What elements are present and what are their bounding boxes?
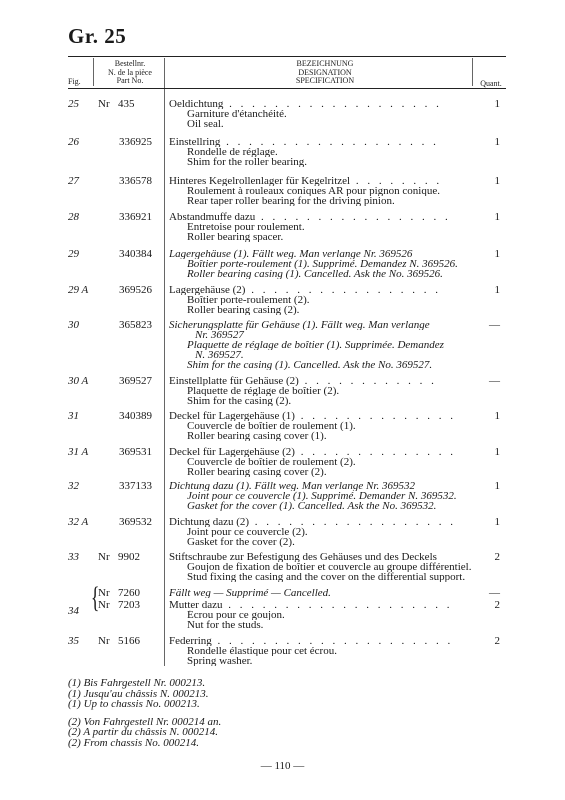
header-divider-2 (164, 58, 165, 666)
qty-cell: 1 (494, 516, 500, 528)
designation-cell: Oeldichtung . . . . . . . . . . . . . . . . . . . Garniture d'étanchéité. Oil seal. (169, 99, 489, 129)
fig-cell: 30 (68, 319, 79, 331)
desc-en: Gasket for the cover (1). Cancelled. Ask the No. 369532. (187, 501, 437, 511)
footnotes (68, 678, 221, 748)
desc-en: Roller bearing casing (1). Cancelled. Ask the No. 369526. (187, 269, 443, 279)
part-cell: 340384 (119, 248, 152, 260)
desc-en: Gasket for the cover (2). (187, 537, 295, 547)
desc-fr-cont: N. 369527. (195, 350, 244, 360)
fig-cell: 26 (68, 136, 79, 148)
desc-en: Nut for the studs. (187, 620, 264, 630)
qty-cell: — (489, 375, 500, 387)
qty-cell: — (489, 587, 500, 599)
desc-fr: Entretoise pour roulement. (187, 222, 305, 232)
fig-cell: 25 (68, 98, 79, 110)
designation-cell (169, 249, 489, 279)
nr-cell: Nr (98, 635, 110, 647)
brace-34: { (90, 581, 100, 614)
designation-cell: Deckel für Lagergehäuse (2) . . . . . . . . . . . . . . Couvercle de boîtier de roulement (2). Roller bearing casing cover (2). (169, 447, 489, 477)
nr-cell: Nr (98, 587, 110, 599)
desc-de: Lagergehäuse (2) (169, 285, 246, 295)
designation-cell: Einstellplatte für Gehäuse (2) . . . . . . . . . . . . Plaquette de réglage de boîtier (2). Shim for the casing (2). (169, 376, 489, 406)
desc-de: Stiftschraube zur Befestigung des Gehäuses und des Deckels (169, 552, 437, 562)
qty-cell: 1 (494, 410, 500, 422)
part-cell: 369526 (119, 284, 152, 296)
designation-header (250, 60, 400, 86)
desc-fr: Écrou pour ce goujon. (187, 610, 285, 620)
desc-fr: Joint pour ce couvercle (2). (187, 527, 308, 537)
page-number: — 110 — (260, 760, 305, 772)
desc-de: Einstellring (169, 137, 221, 147)
nr-cell: Nr (98, 98, 110, 110)
quant-header: Quant. (480, 79, 502, 88)
desc-en: Spring washer. (187, 656, 253, 666)
fig-cell: 32 (68, 480, 79, 492)
nr-cell: Nr (98, 599, 110, 611)
designation-header-de: BEZEICHNUNG (296, 59, 354, 68)
part-cell: 369527 (119, 375, 152, 387)
fig-cell: 27 (68, 175, 79, 187)
desc-fr: Couvercle de boîtier de roulement (1). (187, 421, 356, 431)
footnote: (2) From chassis No. 000214. (68, 736, 199, 749)
footnote: (2) Von Fahrgestell Nr. 000214 an. (68, 715, 222, 728)
part-no-header-fr: N. de la pièce (108, 67, 152, 77)
desc-en: Roller bearing casing (2). (187, 305, 300, 315)
footnote: (1) Jusqu'au châssis N. 000213. (68, 687, 209, 700)
header-bottom-rule (68, 88, 506, 89)
part-cell: 365823 (119, 319, 152, 331)
designation-header-fr: DESIGNATION (298, 67, 352, 77)
desc-de: Einstellplatte für Gehäuse (2) (169, 376, 299, 386)
fig-header: Fig. (68, 77, 81, 86)
desc-de: Oeldichtung (169, 99, 224, 109)
footnote: (2) A partir du châssis N. 000214. (68, 726, 218, 738)
designation-header-en: SPECIFICATION (295, 76, 355, 85)
fig-cell: 31 (68, 410, 79, 422)
desc-fr: Boîtier porte-roulement (1). Supprimé. Demandez N. 369526. (187, 259, 458, 269)
desc-de: Federring (169, 636, 212, 646)
fig-cell: 31 A (68, 446, 89, 458)
qty-cell: 1 (494, 98, 500, 110)
desc-de: Hinteres Kegelrollenlager für Kegelritzel (169, 176, 351, 186)
designation-cell (169, 481, 489, 511)
fig-cell: 35 (68, 635, 79, 647)
designation-cell: Mutter dazu . . . . . . . . . . . . . . . . . . . . Écrou pour ce goujon. Nut for the studs. (169, 600, 489, 630)
desc-de: Deckel für Lagergehäuse (1) (169, 411, 295, 421)
desc-fr: Plaquette de réglage de boîtier (1). Supprimée. Demandez (187, 340, 444, 350)
part-cell: 340389 (119, 410, 152, 422)
desc-de-cont: Nr. 369527 (195, 330, 244, 340)
fig-cell: 30 A (68, 375, 89, 387)
header-top-rule (68, 56, 506, 57)
qty-cell: 1 (494, 175, 500, 187)
part-cell: 336578 (119, 175, 152, 187)
part-cell: 369532 (119, 516, 152, 528)
desc-de: Deckel für Lagergehäuse (2) (169, 447, 295, 457)
header-divider-1 (93, 58, 94, 86)
part-cell: 7203 (118, 599, 140, 611)
part-no-header (98, 60, 162, 86)
fig-cell: 29 (68, 248, 79, 260)
nr-cell: Nr (98, 551, 110, 563)
qty-cell: 1 (494, 446, 500, 458)
desc-en: Stud fixing the casing and the cover on the differential support. (187, 572, 466, 582)
qty-cell: 1 (494, 211, 500, 223)
fig-cell: 29 A (68, 284, 89, 296)
fig-cell: 32 A (68, 516, 89, 528)
designation-cell: Dichtung dazu (2) . . . . . . . . . . . . . . . . . . Joint pour ce couvercle (2). Gasket for the cover (2). (169, 517, 489, 547)
desc-fr: Plaquette de réglage de boîtier (2). (187, 386, 340, 396)
designation-cell (169, 588, 489, 598)
part-cell: 337133 (119, 480, 152, 492)
desc-de: Dichtung dazu (1). Fällt weg. Man verlange Nr. 369532 (169, 481, 415, 491)
desc-en: Rear taper roller bearing for the driving pinion. (187, 196, 395, 206)
desc-en: Shim for the roller bearing. (187, 157, 308, 167)
desc-fr: Roulement à rouleaux coniques AR pour pignon conique. (187, 186, 440, 196)
desc-de: Mutter dazu (169, 600, 223, 610)
part-cell: 435 (118, 98, 135, 110)
designation-cell (169, 552, 489, 582)
desc-de: Abstandmuffe dazu (169, 212, 256, 222)
part-cell: 7260 (118, 587, 140, 599)
desc-de: Lagergehäuse (1). Fällt weg. Man verlange Nr. 369526 (169, 249, 413, 259)
designation-cell: Deckel für Lagergehäuse (1) . . . . . . . . . . . . . . Couvercle de boîtier de roulement (1). Roller bearing casing cover (1). (169, 411, 489, 441)
desc-fr: Boîtier porte-roulement (2). (187, 295, 310, 305)
header-divider-3 (472, 58, 473, 86)
desc-fr: Garniture d'étanchéité. (187, 109, 287, 119)
qty-cell: 1 (494, 284, 500, 296)
footnote: (1) Bis Fahrgestell Nr. 000213. (68, 677, 206, 689)
qty-cell: 2 (494, 635, 500, 647)
part-cell: 336925 (119, 136, 152, 148)
qty-cell: 1 (494, 248, 500, 260)
qty-cell: 1 (494, 136, 500, 148)
desc-fr: Rondelle élastique pour cet écrou. (187, 646, 337, 656)
qty-cell: — (489, 319, 500, 331)
desc-fr: Couvercle de boîtier de roulement (2). (187, 457, 356, 467)
desc-en: Oil seal. (187, 119, 224, 129)
designation-cell: Einstellring . . . . . . . . . . . . . . . . . . . Rondelle de réglage. Shim for the roller bearing. (169, 137, 489, 167)
desc-de: Dichtung dazu (2) (169, 517, 250, 527)
part-no-header-de: Bestellnr. (114, 59, 146, 68)
designation-cell: Federring . . . . . . . . . . . . . . . . . . . . . Rondelle élastique pour cet écrou. Spring washer. (169, 636, 489, 666)
desc-fr: Joint pour ce couvercle (1). Supprimé. Demander N. 369532. (187, 491, 457, 501)
designation-cell (169, 320, 489, 370)
part-cell: 369531 (119, 446, 152, 458)
designation-cell: Hinteres Kegelrollenlager für Kegelritzel . . . . . . . . Roulement à rouleaux coniques AR pour pignon conique. Rear taper roller bearing for the driving pinion. (169, 176, 489, 206)
part-cell: 9902 (118, 551, 140, 563)
part-cell: 336921 (119, 211, 152, 223)
desc-de: Fällt weg — Supprimé — Cancelled. (169, 588, 331, 598)
qty-cell: 2 (494, 551, 500, 563)
desc-en: Shim for the casing (1). Cancelled. Ask the No. 369527. (187, 360, 433, 370)
desc-de: Sicherungsplatte für Gehäuse (1). Fällt weg. Man verlange (169, 320, 430, 330)
desc-fr: Rondelle de réglage. (187, 147, 278, 157)
qty-cell: 1 (494, 480, 500, 492)
group-title: Gr. 25 (68, 24, 127, 48)
fig-cell: 28 (68, 211, 79, 223)
desc-fr: Goujon de fixation de boîtier et couvercle au groupe différentiel. (187, 562, 472, 572)
desc-en: Roller bearing casing cover (1). (187, 431, 327, 441)
footnote: (1) Up to chassis No. 000213. (68, 698, 200, 710)
desc-en: Roller bearing spacer. (187, 232, 284, 242)
designation-cell: Lagergehäuse (2) . . . . . . . . . . . . . . . . . Boîtier porte-roulement (2). Roller bearing casing (2). (169, 285, 489, 315)
designation-cell: Abstandmuffe dazu . . . . . . . . . . . . . . . . . Entretoise pour roulement. Roller bearing spacer. (169, 212, 489, 242)
qty-cell: 2 (494, 599, 500, 611)
fig-cell: 33 (68, 551, 79, 563)
part-no-header-en: Part No. (116, 76, 144, 85)
fig-cell: 34 (68, 605, 79, 617)
part-cell: 5166 (118, 635, 140, 647)
desc-en: Shim for the casing (2). (187, 396, 292, 406)
desc-en: Roller bearing casing cover (2). (187, 467, 327, 477)
